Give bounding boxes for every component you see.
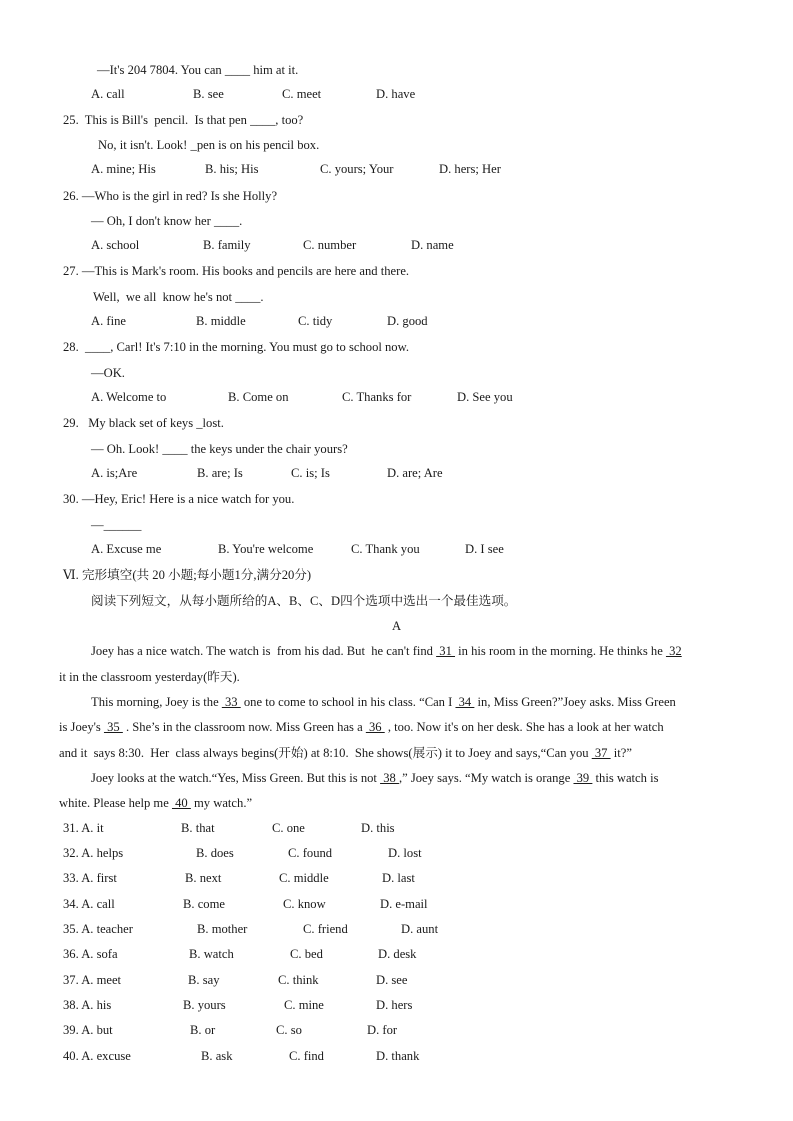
q28-option-c: C. Thanks for: [342, 390, 412, 404]
q30-stem: 30. —Hey, Eric! Here is a nice watch for you.: [63, 492, 295, 506]
passage-text: in his room in the morning. He thinks he: [455, 644, 666, 658]
passage-line-4: [59, 719, 664, 735]
passage-text: and it says 8:30. Her class always begins(开始) at 8:10. She shows(展示) it to Joey and says,“Can you: [59, 746, 592, 760]
passage-text: ,” Joey says. “My watch is orange: [398, 771, 574, 785]
q29-option-c: C. is; Is: [291, 466, 330, 480]
blank-36: 36: [365, 720, 385, 734]
q29-option-d: D. are; Are: [387, 466, 443, 480]
q29-option-a: A. is;Are: [91, 466, 138, 480]
q28-line: —OK.: [91, 366, 125, 380]
cloze-32-a: 32. A. helps: [63, 846, 124, 860]
cloze-36-c: C. bed: [290, 947, 323, 961]
passage-line-2: it in the classroom yesterday(昨天).: [59, 670, 240, 684]
passage-line-1: [91, 643, 682, 659]
q26-option-a: A. school: [91, 238, 140, 252]
cloze-35-c: C. friend: [303, 922, 348, 936]
blank-40: 40: [171, 796, 191, 810]
q28-option-d: D. See you: [457, 390, 513, 404]
passage-line-6: [91, 770, 659, 786]
passage-line-3: [91, 694, 676, 710]
cloze-36-b: B. watch: [189, 947, 234, 961]
passage-text: my watch.”: [190, 796, 253, 810]
blank-38: 38: [380, 771, 399, 785]
q24-option-c: C. meet: [282, 87, 322, 101]
cloze-37-c: C. think: [278, 973, 319, 987]
q29-option-b: B. are; Is: [197, 466, 243, 480]
q28-option-b: B. Come on: [228, 390, 289, 404]
cloze-33-d: D. last: [382, 871, 415, 885]
cloze-31-a: 31. A. it: [63, 821, 104, 835]
cloze-32-c: C. found: [288, 846, 333, 860]
cloze-37-a: 37. A. meet: [63, 973, 122, 987]
q30-option-c: C. Thank you: [351, 542, 420, 556]
q26-option-c: C. number: [303, 238, 357, 252]
cloze-31-b: B. that: [181, 821, 215, 835]
passage-text: it?”: [610, 746, 632, 760]
cloze-37-d: D. see: [376, 973, 408, 987]
passage-text: in, Miss Green?”Joey asks. Miss Green: [474, 695, 676, 709]
blank-31: 31: [436, 644, 456, 658]
cloze-39-a: 39. A. but: [63, 1023, 113, 1037]
passage-text: Joey has a nice watch. The watch is from his dad. But he can't find: [91, 644, 437, 658]
q27-option-b: B. middle: [196, 314, 246, 328]
q27-option-c: C. tidy: [298, 314, 333, 328]
blank-32: 32: [665, 644, 682, 658]
cloze-31-c: C. one: [272, 821, 305, 835]
blank-35: 35: [103, 720, 123, 734]
passage-text: is Joey's: [59, 720, 104, 734]
q29-stem: 29. My black set of keys _lost.: [63, 416, 224, 430]
cloze-40-d: D. thank: [376, 1049, 420, 1063]
cloze-31-d: D. this: [361, 821, 395, 835]
cloze-35-b: B. mother: [197, 922, 248, 936]
passage-line-5: [59, 745, 632, 761]
passage-line-7: [59, 795, 252, 811]
q26-line: — Oh, I don't know her ____.: [91, 214, 243, 228]
cloze-37-b: B. say: [188, 973, 220, 987]
q25-option-b: B. his; His: [205, 162, 259, 176]
cloze-32-b: B. does: [196, 846, 234, 860]
q25-stem: 25. This is Bill's pencil. Is that pen ____, too?: [63, 113, 304, 127]
cloze-35-a: 35. A. teacher: [63, 922, 133, 936]
cloze-38-b: B. yours: [183, 998, 226, 1012]
q27-option-d: D. good: [387, 314, 428, 328]
q28-option-a: A. Welcome to: [91, 390, 167, 404]
q27-line: Well, we all know he's not ____.: [93, 290, 264, 304]
cloze-39-d: D. for: [367, 1023, 398, 1037]
q24-option-b: B. see: [193, 87, 224, 101]
passage-text: . She’s in the classroom now. Miss Green has a: [122, 720, 366, 734]
passage-letter: A: [391, 619, 402, 633]
q26-option-d: D. name: [411, 238, 454, 252]
cloze-40-c: C. find: [289, 1049, 324, 1063]
cloze-38-a: 38. A. his: [63, 998, 112, 1012]
q25-option-c: C. yours; Your: [320, 162, 394, 176]
cloze-38-d: D. hers: [376, 998, 413, 1012]
cloze-40-a: 40. A. excuse: [63, 1049, 131, 1063]
blank-39: 39: [573, 771, 593, 785]
cloze-33-c: C. middle: [279, 871, 329, 885]
q30-option-a: A. Excuse me: [91, 542, 162, 556]
q24-option-a: A. call: [91, 87, 125, 101]
cloze-33-a: 33. A. first: [63, 871, 117, 885]
q29-line: — Oh. Look! ____ the keys under the chair yours?: [91, 442, 348, 456]
cloze-39-c: C. so: [276, 1023, 302, 1037]
cloze-40-b: B. ask: [201, 1049, 233, 1063]
section-heading: Ⅵ. 完形填空(共 20 小题;每小题1分,满分20分): [63, 568, 312, 582]
cloze-36-d: D. desk: [378, 947, 417, 961]
passage-text: , too. Now it's on her desk. She has a look at her watch: [384, 720, 664, 734]
q26-stem: 26. —Who is the girl in red? Is she Holly?: [63, 189, 278, 203]
q30-option-d: D. I see: [465, 542, 504, 556]
blank-33: 33: [221, 695, 241, 709]
cloze-36-a: 36. A. sofa: [63, 947, 118, 961]
cloze-38-c: C. mine: [284, 998, 324, 1012]
passage-text: Joey looks at the watch.“Yes, Miss Green. But this is not: [91, 771, 381, 785]
cloze-35-d: D. aunt: [401, 922, 439, 936]
q30-option-b: B. You're welcome: [218, 542, 314, 556]
cloze-39-b: B. or: [190, 1023, 216, 1037]
cloze-34-d: D. e-mail: [380, 897, 428, 911]
passage-text: one to come to school in his class. “Can I: [240, 695, 456, 709]
blank-34: 34: [455, 695, 475, 709]
cloze-33-b: B. next: [185, 871, 222, 885]
q27-stem: 27. —This is Mark's room. His books and pencils are here and there.: [63, 264, 410, 278]
q28-stem: 28. ____, Carl! It's 7:10 in the morning. You must go to school now.: [63, 340, 410, 354]
section-instruction: 阅读下列短文，从每小题所给的A、B、C、D四个选项中选出一个最佳选项。: [91, 594, 517, 608]
q25-line: No, it isn't. Look! _pen is on his pencil box.: [98, 138, 320, 152]
cloze-34-b: B. come: [183, 897, 225, 911]
cloze-34-a: 34. A. call: [63, 897, 115, 911]
cloze-32-d: D. lost: [388, 846, 422, 860]
q25-option-d: D. hers; Her: [439, 162, 501, 176]
q27-option-a: A. fine: [91, 314, 126, 328]
q24-line: —It's 204 7804. You can ____ him at it.: [97, 63, 299, 77]
q30-line: —______: [91, 518, 142, 532]
blank-37: 37: [591, 746, 611, 760]
q25-option-a: A. mine; His: [91, 162, 156, 176]
passage-text: white. Please help me: [59, 796, 172, 810]
cloze-34-c: C. know: [283, 897, 326, 911]
q24-option-d: D. have: [376, 87, 416, 101]
q26-option-b: B. family: [203, 238, 251, 252]
passage-text: This morning, Joey is the: [91, 695, 222, 709]
passage-text: this watch is: [592, 771, 659, 785]
